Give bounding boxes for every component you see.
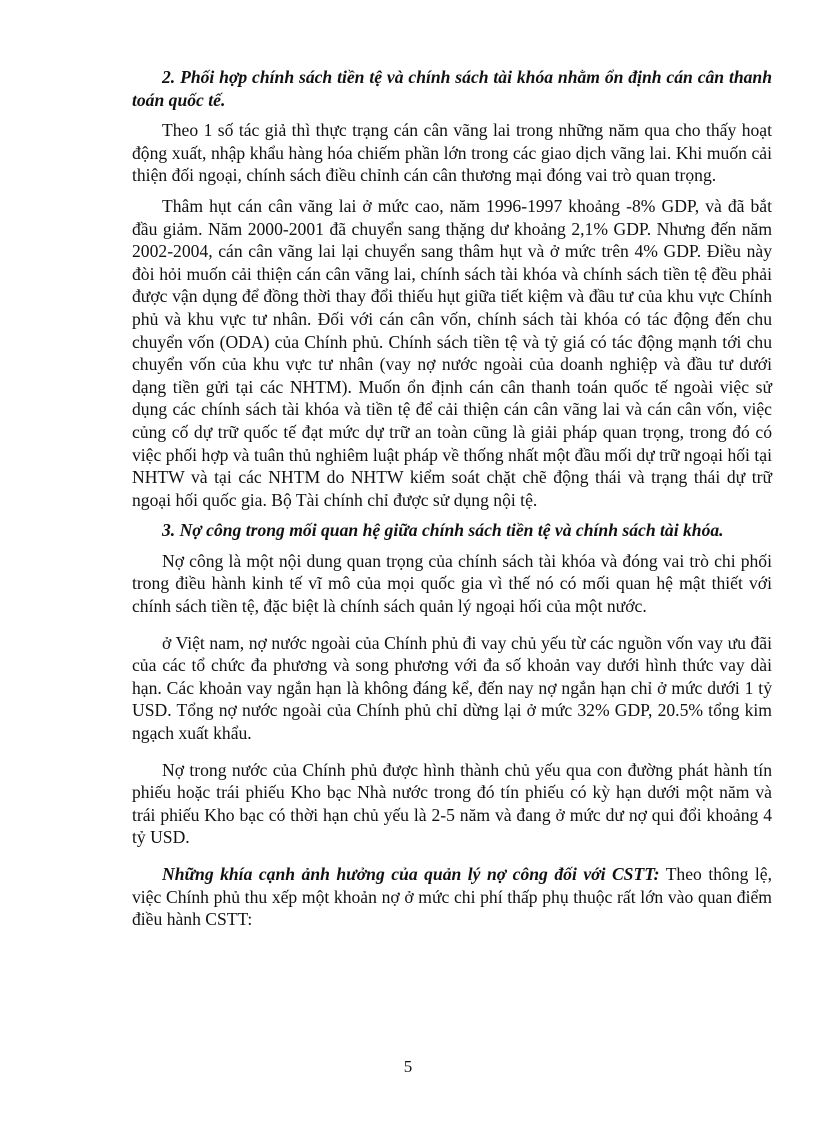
section-3-heading: 3. Nợ công trong mối quan hệ giữa chính sách tiền tệ và chính sách tài khóa.	[162, 520, 724, 541]
section-3-paragraph-4	[132, 863, 772, 931]
section-2-paragraph-2: Thâm hụt cán cân vãng lai ở mức cao, năm 1996-1997 khoảng -8% GDP, và đã bắt đầu giảm. Năm 2000-2001 đã chuyển sang thặng dư khoảng 2,1% GDP. Nhưng đến năm 2002-2004, cán cân vãng lai lại chuyển sang thâm hụt và ở mức trên 4% GDP. Điều này đòi hỏi muốn cải thiện cán cân vãng lai, chính sách tài khóa và chính sách tiền tệ đều phải được vận dụng để đồng thời thay đổi thiếu hụt giữa tiết kiệm và đầu tư của khu vực Chính phủ và khu vực tư nhân. Đối với cán cân vốn, chính sách tài khóa có tác động đến chu chuyển vốn (ODA) của Chính phủ. Chính sách tiền tệ và tỷ giá có tác động mạnh tới chu chuyển vốn của khu vực tư nhân (vay nợ nước ngoài của doanh nghiệp và đầu tư dưới dạng tiền gửi tại các NHTM). Muốn ổn định cán cân thanh toán quốc tế ngoài việc sử dụng các chính sách tài khóa và tiền tệ để cải thiện cán cân vãng lai và cán cân vốn, việc củng cố dự trữ quốc tế đạt mức dự trữ an toàn cũng là giải pháp quan trọng, trong đó có việc phối hợp và tuân thủ nghiêm luật pháp về thống nhất một đầu mối dự trữ ngoại hối tại NHTW và tại các NHTM do NHTW kiểm soát chặt chẽ động thái và trạng thái dự trữ ngoại hối quốc gia. Bộ Tài chính chỉ được sử dụng nội tệ.	[132, 195, 772, 510]
section-2-heading: 2. Phối hợp chính sách tiền tệ và chính sách tài khóa nhằm ổn định cán cân thanh toán quốc tế.	[132, 67, 772, 110]
impact-rest-text: Theo thông lệ, việc Chính phủ thu xếp một khoản nợ ở mức chi phí thấp phụ thuộc rất lớn vào quan điểm điều hành CSTT:	[132, 864, 772, 930]
impact-lead-phrase: Những khía cạnh ảnh hưởng của quản lý nợ công đối với CSTT:	[162, 864, 660, 884]
section-3-paragraph-3: Nợ trong nước của Chính phủ được hình thành chủ yếu qua con đường phát hành tín phiếu hoặc trái phiếu Kho bạc Nhà nước trong đó tín phiếu có kỳ hạn dưới một năm và trái phiếu Kho bạc có thời hạn chủ yếu là 2-5 năm và đang ở mức dư nợ qui đổi khoảng 4 tỷ USD.	[132, 759, 772, 848]
page-number: 5	[403, 1057, 413, 1076]
document-body	[132, 66, 772, 931]
section-3-paragraph-2: ở Việt nam, nợ nước ngoài của Chính phủ đi vay chủ yếu từ các nguồn vốn vay ưu đãi của các tổ chức đa phương và song phương với đa số khoản vay dưới hình thức vay dài hạn. Các khoản vay ngắn hạn là không đáng kể, đến nay nợ ngắn hạn chỉ ở mức dưới 1 tỷ USD. Tổng nợ nước ngoài của Chính phủ chỉ dừng lại ở mức 32% GDP, 20.5% tổng kim ngạch xuất khẩu.	[132, 632, 772, 744]
section-3-paragraph-1: Nợ công là một nội dung quan trọng của chính sách tài khóa và đóng vai trò chi phối trong điều hành kinh tế vĩ mô của mọi quốc gia vì thế nó có mối quan hệ mật thiết với chính sách tiền tệ, đặc biệt là chính sách quản lý ngoại hối của một nước.	[132, 550, 772, 617]
section-2-paragraph-1: Theo 1 số tác giả thì thực trạng cán cân vãng lai trong những năm qua cho thấy hoạt động xuất, nhập khẩu hàng hóa chiếm phần lớn trong các giao dịch vãng lai. Khi muốn cải thiện đối ngoại, chính sách điều chỉnh cán cân thương mại đóng vai trò quan trọng.	[132, 120, 772, 186]
